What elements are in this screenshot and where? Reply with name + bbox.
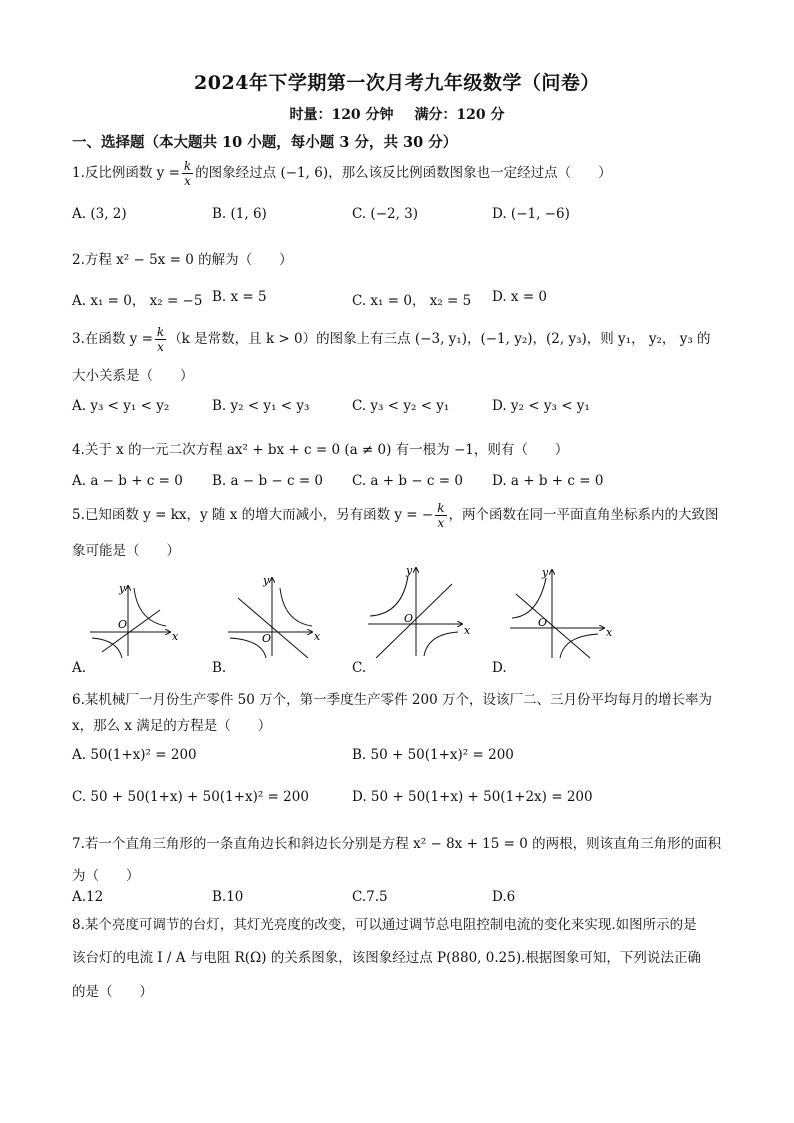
q5-graph-label-c: C. <box>352 660 367 676</box>
origin-label: O <box>538 616 548 629</box>
hyperbola-branch-1 <box>512 578 546 618</box>
q1-option-b[interactable]: B. (1, 6) <box>212 206 267 222</box>
q5-graph-c[interactable] <box>366 562 470 658</box>
line-y-kx <box>376 584 452 658</box>
q6-option-c[interactable]: C. 50 + 50(1+x) + 50(1+x)² = 200 <box>72 789 309 805</box>
line-y-kx <box>516 594 590 658</box>
hyperbola-branch-2 <box>424 632 458 656</box>
q5-graph-label-b: B. <box>212 660 227 676</box>
question-1-fraction: $\frac{k}{x}$ <box>183 159 192 188</box>
question-1 <box>72 160 612 187</box>
q3-option-a[interactable]: A. y₃ < y₁ < y₂ <box>72 398 170 414</box>
question-3-fraction: $\frac{k}{x}$ <box>156 325 165 354</box>
question-6: 6.某机械厂一月份生产零件 50 万个，第一季度生产零件 200 万个，设该厂二、三月份平均每月的增长率为 <box>72 692 712 708</box>
question-7: 7.若一个直角三角形的一条直角边长和斜边长分别是方程 x² − 8x + 15 = 0 的两根，则该直角三角形的面积 <box>72 836 722 852</box>
origin-label: O <box>404 612 414 625</box>
question-5-fraction: $\frac{k}{x}$ <box>437 501 445 530</box>
q1-option-a[interactable]: A. (3, 2) <box>72 206 127 222</box>
question-2: 2.方程 x² − 5x = 0 的解为（ ） <box>72 252 293 268</box>
section-heading: 一、选择题（本大题共 10 小题，每小题 3 分，共 30 分） <box>72 134 458 151</box>
question-5 <box>72 502 719 529</box>
y-axis-label: y <box>406 564 413 577</box>
question-3 <box>72 326 711 353</box>
x-axis-label: x <box>314 630 321 643</box>
question-8-line3: 的是（ ） <box>72 984 153 1000</box>
q3-option-d[interactable]: D. y₂ < y₃ < y₁ <box>492 398 590 414</box>
exam-time: 时量：120 分钟 <box>289 107 394 123</box>
question-3-line2: 大小关系是（ ） <box>72 368 194 384</box>
question-3-text-post: （k 是常数，且 k > 0）的图象上有三点 (−3, y₁)，(−1, y₂)，(2, y₃)，则 y₁， y₂， y₃ 的 <box>168 331 711 347</box>
q6-option-a[interactable]: A. 50(1+x)² = 200 <box>72 747 197 763</box>
q2-option-a[interactable]: A. x₁ = 0， x₂ = −5 <box>72 293 203 309</box>
q1-option-c[interactable]: C. (−2, 3) <box>352 206 419 222</box>
x-axis-label: x <box>464 624 470 637</box>
q4-option-a[interactable]: A. a − b + c = 0 <box>72 473 183 489</box>
q3-option-c[interactable]: C. y₃ < y₂ < y₁ <box>352 398 450 414</box>
q4-option-c[interactable]: C. a + b − c = 0 <box>352 473 463 489</box>
question-3-text-pre: 3.在函数 y = <box>72 331 153 347</box>
q4-option-d[interactable]: D. a + b + c = 0 <box>492 473 604 489</box>
origin-label: O <box>118 618 128 631</box>
y-axis-label: y <box>119 582 126 595</box>
question-6-line2: x，那么 x 满足的方程是（ ） <box>72 718 272 734</box>
q4-option-b[interactable]: B. a − b − c = 0 <box>212 473 324 489</box>
x-axis-label: x <box>172 630 179 643</box>
exam-subtitle <box>0 104 794 124</box>
hyperbola-branch-1 <box>134 588 166 626</box>
x-axis-label: x <box>606 626 612 639</box>
question-4: 4.关于 x 的一元二次方程 ax² + bx + c = 0 (a ≠ 0) 有一根为 −1，则有（ ） <box>72 442 569 458</box>
q2-option-c[interactable]: C. x₁ = 0， x₂ = 5 <box>352 293 472 309</box>
q6-option-b[interactable]: B. 50 + 50(1+x)² = 200 <box>352 747 514 763</box>
q7-option-d[interactable]: D.6 <box>492 889 516 905</box>
q6-option-d[interactable]: D. 50 + 50(1+x) + 50(1+2x) = 200 <box>352 789 593 805</box>
q7-option-b[interactable]: B.10 <box>212 889 244 905</box>
question-8: 8.某个亮度可调节的台灯，其灯光亮度的改变，可以通过调节总电阻控制电流的变化来实现.如图所示的是 <box>72 917 697 933</box>
q5-graph-label-d: D. <box>492 660 507 676</box>
question-5-line2: 象可能是（ ） <box>72 543 180 559</box>
question-5-text-post: ，两个函数在同一平面直角坐标系内的大致图 <box>448 507 719 523</box>
hyperbola-branch-1 <box>280 588 312 626</box>
question-7-line2: 为（ ） <box>72 868 140 884</box>
origin-label: O <box>262 632 272 645</box>
line-y-kx <box>102 610 160 652</box>
q5-graph-a[interactable] <box>88 566 188 658</box>
q2-option-d[interactable]: D. x = 0 <box>492 289 548 305</box>
exam-score: 满分：120 分 <box>414 107 505 123</box>
question-8-line2: 该台灯的电流 I / A 与电阻 R(Ω) 的关系图象，该图象经过点 P(880, 0.25).根据图象可知，下列说法正确 <box>72 950 701 966</box>
q5-graph-d[interactable] <box>508 564 612 660</box>
q1-option-d[interactable]: D. (−1, −6) <box>492 206 570 222</box>
q5-graph-label-a: A. <box>72 660 87 676</box>
hyperbola-branch-2 <box>230 638 266 658</box>
q7-option-a[interactable]: A.12 <box>72 889 104 905</box>
y-axis-label: y <box>542 566 549 579</box>
y-axis-label: y <box>263 574 270 587</box>
hyperbola-branch-1 <box>370 576 408 616</box>
question-1-text-post: 的图象经过点 (−1, 6)，那么该反比例函数图象也一定经过点（ ） <box>195 165 612 181</box>
q5-graph-b[interactable] <box>226 566 326 658</box>
q2-option-b[interactable]: B. x = 5 <box>212 289 267 305</box>
q3-option-b[interactable]: B. y₂ < y₁ < y₃ <box>212 398 310 414</box>
line-y-kx <box>238 598 308 658</box>
question-1-text-pre: 1.反比例函数 y = <box>72 165 180 181</box>
question-5-text-pre: 5.已知函数 y = kx，y 随 x 的增大而减小，另有函数 y = − <box>72 507 434 523</box>
exam-title: 2024年下学期第一次月考九年级数学（问卷） <box>194 72 600 94</box>
q7-option-c[interactable]: C.7.5 <box>352 889 388 905</box>
